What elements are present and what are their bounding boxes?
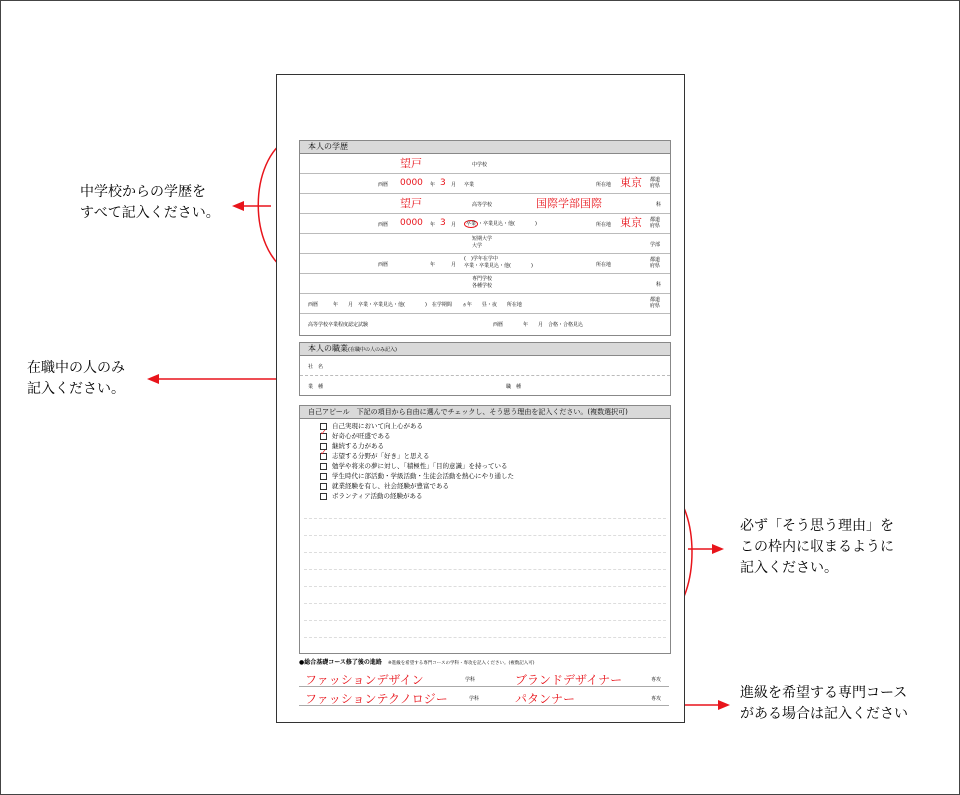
course-dept[interactable]: ファッションデザイン (305, 673, 424, 687)
school-type: 専門学校 (472, 276, 493, 282)
dept-unit: 科 (656, 202, 662, 208)
appeal-item[interactable] (320, 452, 430, 460)
location-value[interactable]: 東京 (620, 216, 642, 229)
month-unit: 月 (451, 182, 457, 188)
grad-month[interactable]: 3 (440, 218, 446, 228)
industry-label: 業 種 (308, 384, 324, 390)
school-type: 高等学校 (472, 202, 493, 208)
status-rest: ・卒業見込・他( ) (478, 221, 537, 227)
course-section (299, 660, 669, 710)
year-unit: 年 (430, 222, 436, 228)
appeal-item-label: 就業経験を有し、社会経験が豊富である (332, 482, 449, 490)
pref-unit: 府県 (650, 263, 661, 269)
education-row-2 (300, 174, 670, 194)
education-row-5 (300, 234, 670, 254)
writing-line (304, 535, 666, 536)
company-label: 社 名 (308, 364, 324, 370)
appeal-item[interactable] (320, 442, 384, 450)
position-label: 職 種 (506, 384, 522, 390)
status-circled[interactable]: 卒業 (466, 221, 477, 227)
school-name[interactable]: 望戸 (400, 157, 422, 170)
arrow-head-job (147, 374, 159, 384)
school-name[interactable]: 望戸 (400, 197, 422, 210)
school-type: 大学 (472, 243, 483, 249)
appeal-item[interactable] (320, 492, 422, 500)
education-row-7 (300, 274, 670, 294)
grad-year[interactable]: 0000 (400, 218, 423, 228)
course-major[interactable]: ブランドデザイナー (515, 673, 623, 687)
annotation-line: がある場合は記入ください (740, 706, 908, 722)
industry-row (300, 376, 670, 395)
writing-line (304, 637, 666, 638)
department-value[interactable]: 国際学部国際 (536, 197, 602, 210)
appeal-item[interactable] (320, 432, 391, 440)
checkbox[interactable] (320, 433, 327, 440)
appeal-section (299, 405, 671, 654)
location-value[interactable]: 東京 (620, 176, 642, 189)
writing-line (304, 518, 666, 519)
education-row-8 (300, 294, 670, 314)
era-label: 西暦 (378, 222, 389, 228)
annotation-line: すべて記入ください。 (80, 205, 220, 221)
status-label: 卒業 (464, 182, 475, 188)
checkbox[interactable] (320, 493, 327, 500)
annotation-reason (740, 516, 894, 579)
year-unit: 年 (430, 182, 436, 188)
writing-line (304, 603, 666, 604)
appeal-item[interactable] (320, 472, 514, 480)
exam-label: 高等学校卒業程度認定試験 (308, 322, 369, 328)
location-label: 所在地 (596, 182, 612, 188)
era-label: 西暦 (378, 182, 389, 188)
annotation-line: 記入ください。 (740, 560, 838, 576)
dept-unit: 科 (656, 282, 662, 288)
pref-unit: 府県 (650, 183, 661, 189)
dept-label: 学科 (465, 677, 476, 683)
grad-year[interactable]: 0000 (400, 178, 423, 188)
education-row-1 (300, 154, 670, 174)
education-section (299, 140, 671, 336)
school-type: 各種学校 (472, 283, 493, 289)
era-label: 西暦 (378, 262, 389, 268)
course-row (299, 668, 669, 687)
appeal-item-label: 学生時代に部活動・学級活動・生徒会活動を熱心にやり通した (332, 472, 514, 480)
grad-month[interactable]: 3 (440, 178, 446, 188)
job-section (299, 342, 671, 396)
appeal-item-label: 好奇心が旺盛である (332, 432, 391, 440)
education-header: 本人の学歴 (300, 141, 670, 154)
arrow-head-course (718, 700, 730, 710)
course-title: ●総合基礎コース修了後の進路 (299, 659, 382, 666)
writing-line (304, 586, 666, 587)
checkbox[interactable] (320, 463, 327, 470)
education-row-4 (300, 214, 670, 234)
course-heading (299, 660, 535, 667)
pref-unit: 府県 (650, 223, 661, 229)
appeal-item[interactable] (320, 462, 508, 470)
annotation-line: この枠内に収まるように (740, 539, 894, 555)
status-options (464, 220, 537, 228)
education-row-3 (300, 194, 670, 214)
month-unit: 月 (451, 222, 457, 228)
school-type: 中学校 (472, 162, 488, 168)
education-row-6 (300, 254, 670, 274)
course-note: ※進級を希望する専門コースの学科・専攻を記入ください。(複数記入可) (387, 661, 535, 666)
location-label: 所在地 (596, 262, 612, 268)
annotation-line: 記入ください。 (27, 381, 125, 397)
arrow-head-history (232, 201, 244, 211)
annotation-education (80, 182, 220, 224)
form-page (276, 74, 685, 723)
appeal-item-label: 継続する力がある (332, 442, 384, 450)
appeal-item-label: 志望する分野が「好き」と思える (332, 452, 430, 460)
checkbox[interactable] (320, 483, 327, 490)
status-label: ( )学年在学中 (464, 256, 498, 262)
appeal-item-label: 勉学や将来の夢に対し、「積極性」「目的意識」を持っている (332, 462, 508, 470)
dept-label: 学科 (469, 696, 480, 702)
appeal-item[interactable] (320, 422, 423, 430)
pref-unit: 都道 (650, 257, 661, 263)
writing-line (304, 569, 666, 570)
major-label: 専攻 (651, 696, 662, 702)
status-label: 卒業・卒業見込・他( ) (464, 263, 533, 269)
pref-unit: 府県 (650, 303, 661, 309)
checkbox[interactable] (320, 453, 327, 460)
pref-unit: 都道 (650, 217, 661, 223)
writing-line (304, 620, 666, 621)
company-row (300, 356, 670, 376)
annotation-line: 進級を希望する専門コース (740, 685, 908, 701)
school-type: 短期大学 (472, 236, 493, 242)
annotation-job (27, 358, 125, 400)
pref-unit: 都道 (650, 297, 661, 303)
annotation-line: 必ず「そう思う理由」を (740, 518, 894, 534)
arrow-head-reason (712, 544, 724, 554)
job-note: (在職中の人のみ記入) (348, 347, 397, 353)
annotation-line: 在職中の人のみ (27, 360, 125, 376)
row-text: 西暦 年 月 合格・合格見込 (493, 322, 584, 328)
course-dept[interactable]: ファッションテクノロジー (305, 692, 448, 706)
dept-unit: 学部 (650, 242, 661, 248)
year-unit: 年 (430, 262, 436, 268)
checkbox[interactable] (320, 473, 327, 480)
pref-unit: 都道 (650, 177, 661, 183)
job-title: 本人の職業 (308, 344, 348, 353)
writing-line (304, 552, 666, 553)
location-label: 所在地 (596, 222, 612, 228)
annotation-line: 中学校からの学歴を (80, 184, 206, 200)
course-major[interactable]: パタンナー (515, 692, 576, 706)
appeal-item-label: ボランティア活動の経験がある (332, 492, 423, 500)
month-unit: 月 (451, 262, 457, 268)
education-row-9 (300, 314, 670, 334)
row-text: 西暦 年 月 卒業・卒業見込・他( ) 在学期間 ヵ年 昼・夜 所在地 (308, 302, 522, 308)
job-header (300, 343, 670, 356)
major-label: 専攻 (651, 677, 662, 683)
course-row (299, 687, 669, 706)
appeal-item-label: 自己実現において向上心がある (332, 422, 423, 430)
annotation-course (740, 683, 908, 725)
appeal-item[interactable] (320, 482, 449, 490)
appeal-header: 自己アピール 下記の項目から自由に選んでチェックし、そう思う理由を記入ください。(複数選択可) (300, 406, 670, 419)
